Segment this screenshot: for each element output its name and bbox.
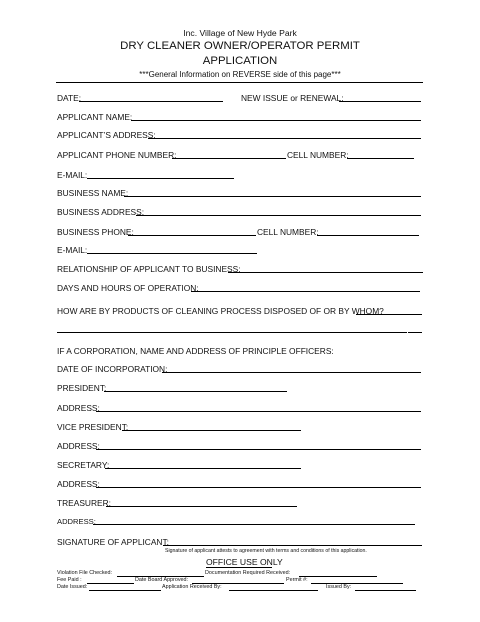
received-by-label: Application Received By: [162, 584, 222, 590]
secretary-label: SECRETARY: [57, 460, 110, 470]
relationship-field[interactable] [228, 272, 423, 273]
secretary-field[interactable] [105, 468, 301, 469]
business-cell-label: CELL NUMBER: [257, 227, 319, 237]
form-title: DRY CLEANER OWNER/OPERATOR PERMIT [120, 40, 360, 52]
vice-president-field[interactable] [122, 430, 301, 431]
permit-no-field[interactable] [311, 583, 403, 584]
issued-by-field[interactable] [355, 590, 416, 591]
applicant-address-label: APPLICANT’S ADDRESS: [57, 130, 156, 140]
village-name: Inc. Village of New Hyde Park [183, 28, 297, 38]
date-field[interactable] [79, 101, 223, 102]
president-address-field[interactable] [96, 411, 421, 412]
vice-president-label: VICE PRESIDENT: [57, 422, 129, 432]
byproducts-label: HOW ARE BY PRODUCTS OF CLEANING PROCESS DISPOSED OF OR BY WHOM? [57, 306, 384, 316]
issued-by-label: Issued By: [326, 584, 352, 590]
business-cell-field[interactable] [317, 235, 419, 236]
signature-note: Signature of applicant attests to agreement with terms and conditions of this application. [165, 548, 367, 554]
date-board-label: Date Board Approved: [135, 577, 189, 583]
business-phone-field[interactable] [128, 235, 256, 236]
applicant-address-field[interactable] [148, 138, 421, 139]
violation-file-label: Violation File Checked: [57, 570, 113, 576]
days-hours-label: DAYS AND HOURS OF OPERATION: [57, 283, 199, 293]
reverse-notice: ***General Information on REVERSE side of this page*** [139, 70, 341, 79]
signature-label: SIGNATURE OF APPLICANT: [57, 537, 169, 547]
fee-paid-label: Fee Paid : [57, 577, 82, 583]
form-title-line2: APPLICATION [202, 55, 278, 67]
documentation-field[interactable] [299, 576, 377, 577]
new-issue-field[interactable] [339, 101, 421, 102]
president-label: PRESIDENT: [57, 383, 107, 393]
office-use-heading: OFFICE USE ONLY [206, 557, 283, 567]
email-label: E-MAIL: [57, 170, 88, 180]
applicant-phone-label: APPLICANT PHONE NUMBER: [57, 150, 177, 160]
incorporation-date-field[interactable] [162, 372, 421, 373]
cell-number-label: CELL NUMBER: [287, 150, 349, 160]
date-label: DATE: [57, 93, 82, 103]
applicant-name-label: APPLICANT NAME: [57, 112, 133, 122]
byproducts-field-line2[interactable] [57, 332, 407, 333]
signature-field[interactable] [163, 545, 422, 546]
vice-president-address-field[interactable] [96, 449, 421, 450]
business-name-field[interactable] [124, 196, 421, 197]
incorporation-date-label: DATE OF INCORPORATION: [57, 364, 168, 374]
treasurer-field[interactable] [106, 506, 297, 507]
applicant-phone-field[interactable] [172, 158, 286, 159]
corporation-label: IF A CORPORATION, NAME AND ADDRESS OF PRINCIPLE OFFICERS: [57, 346, 334, 356]
received-by-field[interactable] [229, 590, 318, 591]
business-email-label: E-MAIL: [57, 245, 88, 255]
header-divider [56, 82, 423, 83]
business-phone-label: BUSINESS PHONE: [57, 227, 134, 237]
byproducts-field-line2-end [408, 332, 422, 333]
new-issue-label: NEW ISSUE or RENEWAL: [241, 93, 344, 103]
secretary-address-field[interactable] [96, 487, 421, 488]
byproducts-field[interactable] [356, 314, 422, 315]
cell-number-field[interactable] [347, 158, 414, 159]
business-address-field[interactable] [136, 215, 421, 216]
permit-no-label: Permit #: [286, 577, 308, 583]
secretary-address-label: ADDRESS: [57, 479, 100, 489]
vice-president-address-label: ADDRESS: [57, 441, 100, 451]
fee-paid-field[interactable] [87, 583, 134, 584]
business-name-label: BUSINESS NAME: [57, 188, 129, 198]
president-field[interactable] [104, 391, 287, 392]
relationship-label: RELATIONSHIP OF APPLICANT TO BUSINESS: [57, 264, 241, 274]
office-use-underline [206, 567, 272, 568]
days-hours-field[interactable] [191, 291, 420, 292]
treasurer-address-field[interactable] [93, 524, 415, 525]
treasurer-address-label: ADDRESS: [57, 517, 96, 526]
applicant-name-field[interactable] [131, 120, 421, 121]
date-issued-label: Date Issued: [57, 584, 88, 590]
email-field[interactable] [87, 178, 234, 179]
date-issued-field[interactable] [89, 590, 161, 591]
president-address-label: ADDRESS: [57, 403, 100, 413]
business-address-label: BUSINESS ADDRESS: [57, 207, 145, 217]
treasurer-label: TREASURER: [57, 498, 111, 508]
documentation-label: Documentation Required Received: [205, 570, 291, 576]
business-email-field[interactable] [87, 253, 257, 254]
